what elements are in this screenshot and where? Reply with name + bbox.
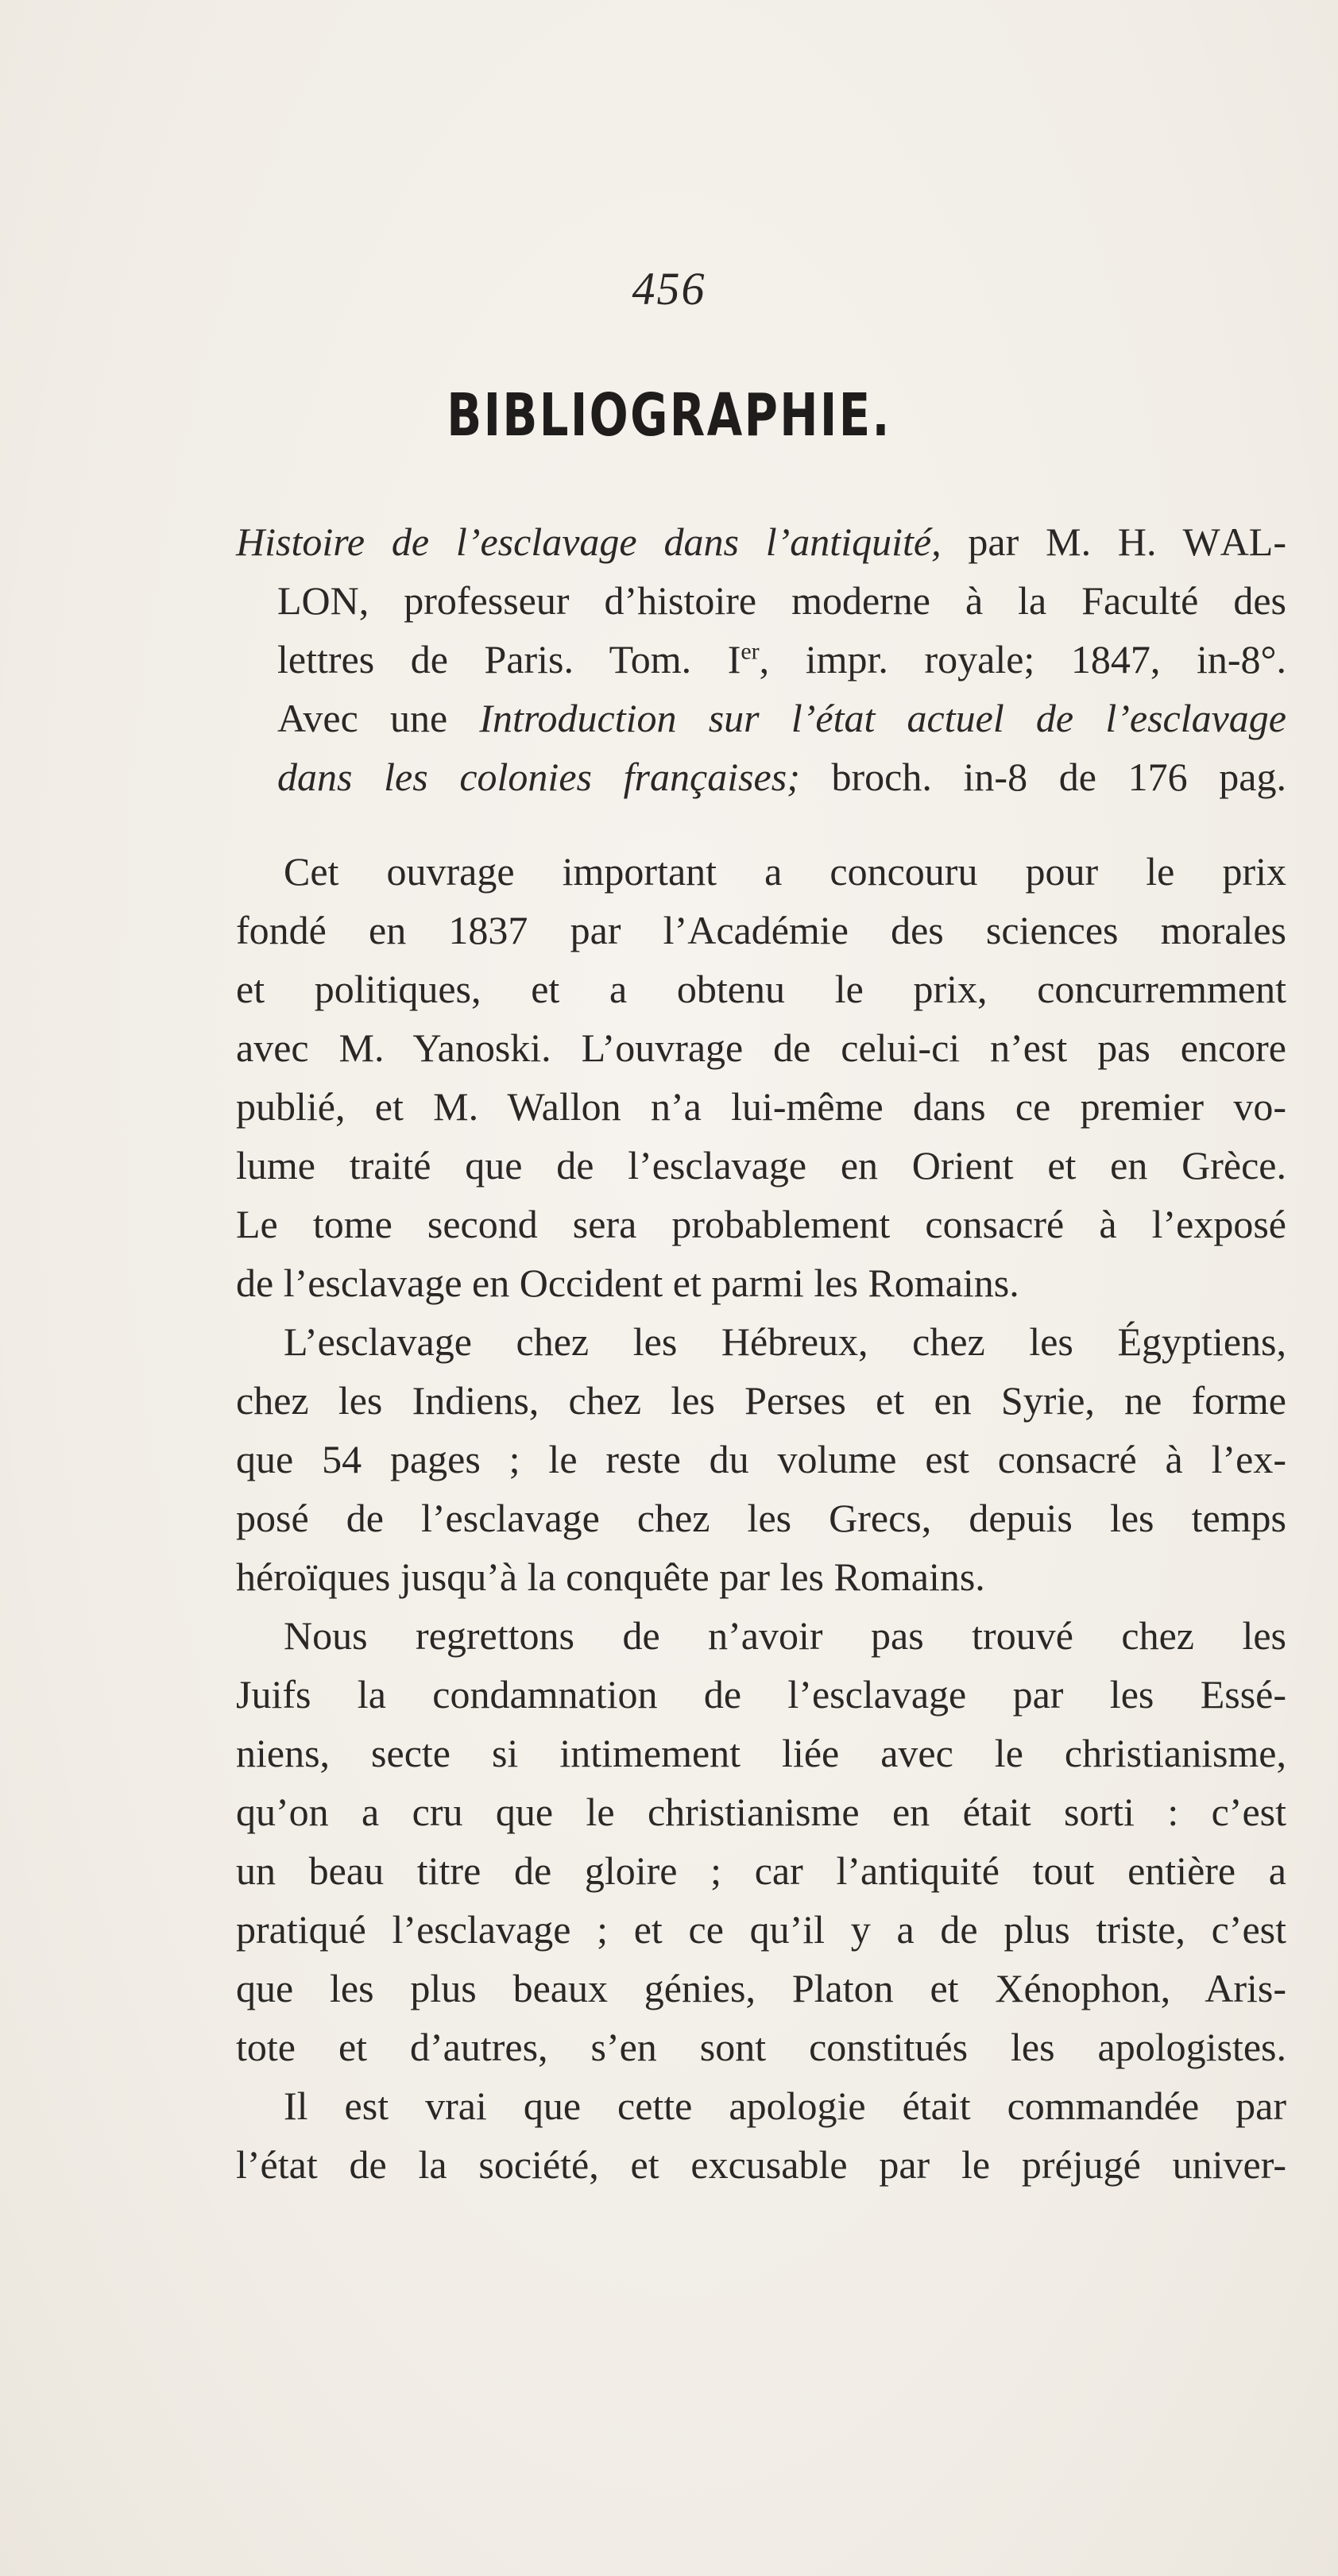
body-line: L’esclavage chez les Hébreux, chez les Égyptiens, — [284, 1319, 1286, 1364]
reference-line: Histoire de l’esclavage dans l’antiquité, par M. H. WAL- — [236, 519, 1286, 564]
body-line: posé de l’esclavage chez les Grecs, depuis les temps — [236, 1496, 1286, 1540]
section-title: BIBLIOGRAPHIE. — [447, 381, 891, 450]
page-number: 456 — [632, 263, 706, 315]
body-line: Le tome second sera probablement consacré à l’exposé — [236, 1202, 1286, 1246]
reference-line: lettres de Paris. Tom. Ier, impr. royale; 1847, in-8°. — [277, 637, 1286, 682]
reference-title: Histoire de l’esclavage dans l’antiquité, — [236, 519, 942, 564]
body-line: lume traité que de l’esclavage en Orient et en Grèce. — [236, 1143, 1286, 1188]
reference-line: Avec une Introduction sur l’état actuel de l’esclavage — [277, 696, 1286, 740]
reference-line: LON, professeur d’histoire moderne à la Faculté des — [277, 578, 1286, 623]
body-line: Nous regrettons de n’avoir pas trouvé chez les — [284, 1613, 1286, 1658]
body-line: chez les Indiens, chez les Perses et en Syrie, ne forme — [236, 1378, 1286, 1423]
body-line: niens, secte si intimement liée avec le christianisme, — [236, 1731, 1286, 1775]
body-line: Il est vrai que cette apologie était commandée par — [284, 2084, 1286, 2128]
body-line: que 54 pages ; le reste du volume est consacré à l’ex- — [236, 1437, 1286, 1481]
body-line: de l’esclavage en Occident et parmi les Romains. — [236, 1261, 1019, 1305]
body-line: et politiques, et a obtenu le prix, concurremment — [236, 967, 1286, 1011]
body-line: publié, et M. Wallon n’a lui-même dans ce premier vo- — [236, 1084, 1286, 1129]
body-line: tote et d’autres, s’en sont constitués les apologistes. — [236, 2025, 1286, 2069]
body-line: l’état de la société, et excusable par le préjugé univer- — [236, 2142, 1286, 2187]
review-body — [236, 842, 1286, 2194]
reference-line: dans les colonies françaises; broch. in-8 de 176 pag. — [277, 755, 1286, 799]
bibliographic-reference — [236, 512, 1286, 806]
body-line: pratiqué l’esclavage ; et ce qu’il y a de plus triste, c’est — [236, 1907, 1286, 1952]
body-line: fondé en 1837 par l’Académie des sciences morales — [236, 908, 1286, 952]
body-line: avec M. Yanoski. L’ouvrage de celui-ci n’est pas encore — [236, 1025, 1286, 1070]
body-line: un beau titre de gloire ; car l’antiquité tout entière a — [236, 1848, 1286, 1893]
body-line: héroïques jusqu’à la conquête par les Romains. — [236, 1554, 985, 1599]
body-line: qu’on a cru que le christianisme en était sorti : c’est — [236, 1790, 1286, 1834]
body-line: Juifs la condamnation de l’esclavage par les Essé- — [236, 1672, 1286, 1717]
body-line: Cet ouvrage important a concouru pour le prix — [284, 849, 1286, 894]
body-line: que les plus beaux génies, Platon et Xénophon, Aris- — [236, 1966, 1286, 2010]
